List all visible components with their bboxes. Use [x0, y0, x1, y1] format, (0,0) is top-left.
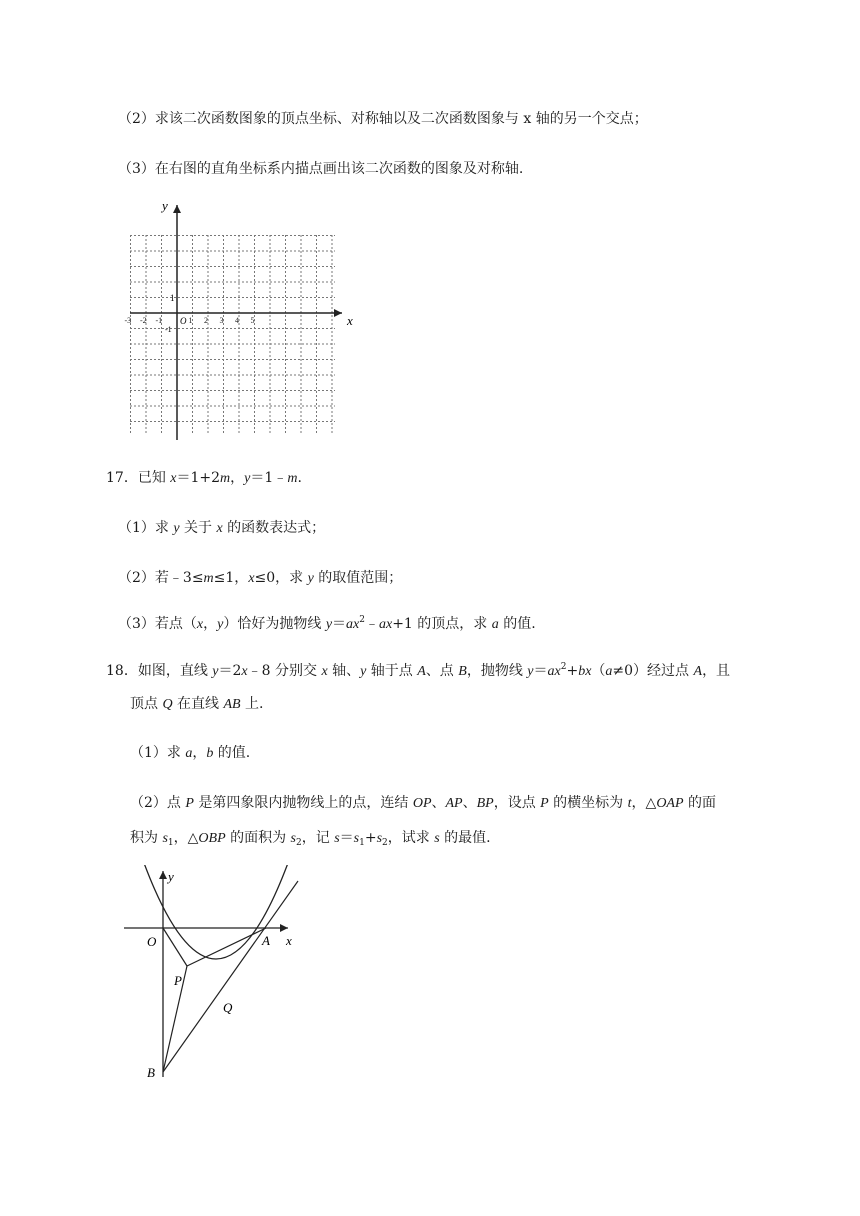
q18-part2-line2 [130, 828, 491, 849]
q18-text: 、点 [425, 663, 459, 679]
coordinate-grid-svg [120, 195, 360, 445]
var-ax: ax [378, 617, 393, 632]
segment-AP [187, 928, 266, 966]
q16-part3 [118, 159, 523, 179]
segment-BP: BP [476, 796, 494, 811]
q18-part2-text: 的面 [683, 795, 716, 811]
var-s: s [290, 831, 296, 846]
q18-part2-text: 的最值. [439, 830, 491, 846]
var-x: x [248, 571, 255, 586]
var-s: s [434, 831, 440, 846]
q17-number: 17． [106, 470, 138, 486]
q17-part3 [118, 614, 536, 635]
q18-part2-text: + [364, 830, 377, 846]
q18-text: 在直线 [172, 696, 224, 712]
var-y: y [360, 664, 367, 679]
y-axis-arrow [173, 205, 181, 213]
var-bx: bx [578, 664, 592, 679]
q18-text: 顶点 [130, 696, 163, 712]
q17-stem-text: ， [230, 470, 245, 486]
exponent: 2 [560, 662, 567, 672]
parabola-figure [120, 865, 310, 1085]
q18-text: ≠0）经过点 [612, 663, 694, 679]
point-O-label: O [147, 934, 157, 949]
x-tick-label: -1 [155, 316, 163, 325]
q18-text: ＝2 [218, 663, 242, 679]
q18-text: ＝ [533, 663, 548, 679]
triangle-OAP: OAP [656, 796, 684, 811]
q16-part2 [118, 109, 648, 129]
line-AB [163, 881, 298, 1072]
coordinate-grid-figure [120, 195, 360, 445]
var-a: a [491, 617, 499, 632]
q18-part2-text: （2）点 [130, 795, 186, 811]
x-axis-arrow [280, 924, 288, 932]
var-y: y [244, 471, 251, 486]
q17-part1 [118, 518, 325, 539]
q17-stem-text: 已知 [137, 470, 171, 486]
var-y: y [307, 571, 314, 586]
subscript: 2 [382, 838, 388, 848]
q18-part2-text: ＝ [339, 830, 354, 846]
q17-part2-text: 的取值范围； [313, 570, 403, 586]
q18-part2-text: 积为 [130, 830, 163, 846]
var-x: x [321, 664, 328, 679]
x-tick-label: 3 [219, 316, 224, 325]
q18-text: 如图，直线 [137, 663, 213, 679]
q18-number: 18． [106, 663, 138, 679]
point-B-label: B [147, 1065, 155, 1080]
origin-label: O [180, 316, 187, 326]
q18-part2-text: 的面积为 [225, 830, 291, 846]
point-A: A [417, 664, 426, 679]
point-P: P [540, 796, 549, 811]
q17-stem-text: ＝1﹣ [250, 470, 288, 486]
var-b: b [206, 746, 214, 761]
x-axis-label: x [286, 933, 292, 948]
exponent: 2 [359, 615, 365, 625]
var-x: x [170, 471, 177, 486]
subscript: 1 [167, 838, 174, 848]
q17-part2-text: ≤0，求 [254, 570, 308, 586]
q17-part3-text: ， [203, 616, 218, 632]
point-B: B [458, 664, 467, 679]
point-P-label: P [174, 973, 182, 988]
var-m: m [203, 571, 214, 586]
var-y: y [325, 617, 333, 632]
q17-part2 [118, 568, 402, 589]
q16-part3-text: （3）在右图的直角坐标系内描点画出该二次函数的图象及对称轴. [118, 161, 524, 177]
q18-part2-text: 、 [462, 795, 477, 811]
subscript: 1 [359, 838, 365, 848]
y-axis-arrow [159, 871, 167, 879]
var-x: x [196, 617, 204, 632]
q18-part2-text: ，△ [173, 830, 199, 846]
y-axis-label: y [162, 198, 168, 213]
x-tick-label: 1 [188, 316, 193, 325]
q18-text: 轴、 [327, 663, 361, 679]
var-s: s [334, 831, 340, 846]
q18-part2-text: 、 [431, 795, 446, 811]
q17-part1-text: 的函数表达式； [222, 520, 326, 536]
var-m: m [220, 471, 231, 486]
y-tick-neg-one: -1 [165, 325, 172, 334]
subscript: 2 [296, 838, 302, 848]
q18-text: 轴于点 [366, 663, 418, 679]
q17-stem-text: ＝1+2 [176, 470, 221, 486]
q17-part3-text: ﹣ [364, 616, 379, 632]
q18-text: ﹣8 分别交 [247, 663, 322, 679]
q17-part2-text: ≤1， [213, 570, 249, 586]
q17-stem [106, 468, 302, 489]
q18-part1 [130, 743, 250, 764]
segment-OP [163, 928, 187, 966]
y-tick-one: 1 [170, 293, 175, 303]
point-Q-label: Q [223, 1000, 233, 1015]
var-x: x [216, 521, 223, 536]
q18-part2-text: ，△ [631, 795, 657, 811]
var-y: y [527, 664, 534, 679]
q18-part1-text: 的值. [213, 745, 251, 761]
q17-part1-text: （1）求 [118, 520, 174, 536]
var-t: t [627, 796, 632, 811]
q18-text: + [566, 663, 579, 679]
x-axis-label: x [347, 313, 353, 328]
y-axis-label: y [168, 869, 174, 884]
q18-part2-text: 是第四象限内抛物线上的点，连结 [193, 795, 413, 811]
q18-part2-line1 [130, 793, 716, 814]
point-A: A [693, 664, 703, 679]
q18-part2-text: ，记 [301, 830, 335, 846]
q18-text: 上. [240, 696, 264, 712]
point-P: P [185, 796, 194, 811]
q18-part1-text: ， [192, 745, 207, 761]
var-a: a [185, 746, 193, 761]
q17-part2-text: （2）若﹣3≤ [118, 570, 204, 586]
segment-AP: AP [445, 796, 463, 811]
point-A-label: A [262, 933, 270, 948]
x-tick-label: 5 [250, 316, 255, 325]
x-tick-label: 4 [235, 316, 239, 325]
q18-text: ，且 [702, 663, 731, 679]
var-s: s [162, 831, 168, 846]
var-s: s [376, 831, 383, 846]
var-x: x [241, 664, 248, 679]
q18-text: （ [591, 663, 606, 679]
x-tick-label: -3 [124, 316, 132, 325]
q18-part2-text: ，试求 [387, 830, 435, 846]
q18-part2-text: 的横坐标为 [548, 795, 628, 811]
q17-part1-text: 关于 [179, 520, 217, 536]
var-s: s [353, 831, 360, 846]
q18-stem-line2 [130, 694, 264, 715]
q17-part3-text: +1 的顶点，求 [392, 616, 492, 632]
q17-part3-text: 的值. [498, 616, 536, 632]
var-y: y [173, 521, 180, 536]
var-ax: ax [346, 617, 360, 632]
var-ax: ax [547, 664, 561, 679]
var-a: a [605, 664, 613, 679]
q18-text: ，抛物线 [466, 663, 528, 679]
q17-part3-text: ＝ [332, 616, 347, 632]
var-m: m [287, 471, 298, 486]
q17-part3-text: （3）若点（ [118, 616, 197, 632]
parabola-svg [120, 865, 310, 1085]
x-tick-label: 2 [204, 316, 208, 325]
var-y: y [212, 664, 219, 679]
q16-part2-text: （2）求该二次函数图象的顶点坐标、对称轴以及二次函数图象与 x 轴的另一个交点； [118, 111, 648, 127]
triangle-OBP: OBP [198, 831, 226, 846]
q18-stem-line1 [106, 661, 730, 682]
q18-part2-text: ，设点 [493, 795, 541, 811]
var-y: y [217, 617, 224, 632]
q17-stem-text: . [297, 470, 302, 486]
point-Q: Q [162, 697, 173, 712]
q17-part3-text: ）恰好为抛物线 [223, 616, 326, 632]
segment-OP: OP [412, 796, 432, 811]
x-axis-arrow [334, 309, 342, 317]
line-AB: AB [223, 697, 241, 712]
x-tick-label: -2 [140, 316, 147, 325]
q18-part1-text: （1）求 [130, 745, 186, 761]
